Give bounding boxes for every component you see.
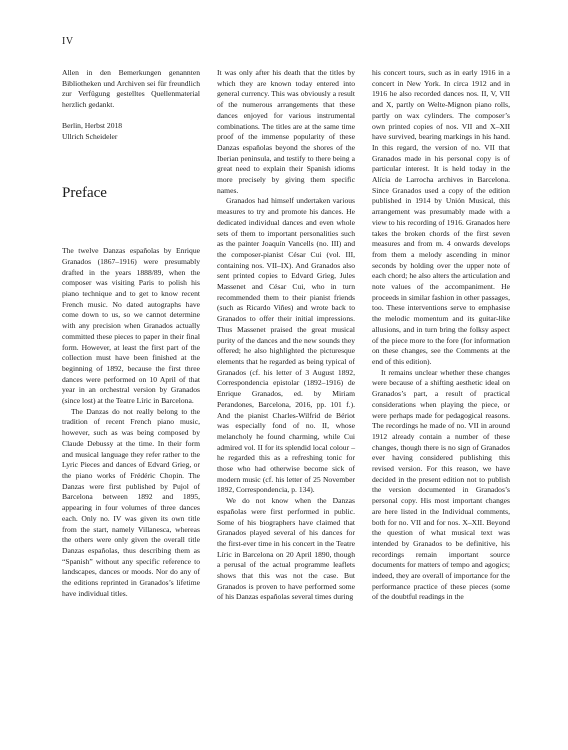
column-2: [217, 68, 355, 603]
paragraph: Granados had himself undertaken various measures to try and promote his dances. He dedicated individual dances and even whole sets of them to important personalities such as the painter Joaquín Vancells (no. III) and the composer-pianist César Cui (vol. III, containing nos. VII–IX). And Granados also sent printed copies to Edvard Grieg, Jules Massenet and César Cui, who in turn recommended them to their pianist friends (such as Ricardo Viñes) and wrote back to Granados to offer their initial impressions. Thus Massenet praised the great musical purity of the dances and the new sounds they offered; he also highlighted the picturesque elements that he regarded as being typical of Granados (cf. his letter of 3 August 1892, Correspondencia epistolar (1892–1916) de Enrique Granados, ed. by Miriam Perandones, Barcelona, 2016, pp. 101 f.). And the pianist Charles-Wilfrid de Bériot was especially fond of no. II, whose melancholy he found charming, while Cui admired vol. II for its splendid local colour – he regarded this as a refreshing tonic for those who had otherwise become sick of modern music (cf. his letter of 25 November 1892, Correspondencia, p. 134).: [217, 196, 355, 495]
paragraph: It was only after his death that the titles by which they are known today entered into general currency. This was obviously a result of the numerous arrangements that these dances enjoyed for various instrumental combinations. The titles are at the same time proof of the immense popularity of these Danzas españolas beyond the shores of the Iberian peninsula, and testify to there being a great need to explain their Spanish idioms more precisely by giving them specific names.: [217, 68, 355, 195]
section-heading: Preface: [62, 185, 107, 202]
page-number: IV: [62, 36, 74, 47]
signoff-name: Ullrich Scheideler: [62, 131, 118, 141]
paragraph: The twelve Danzas españolas by Enrique Granados (1867–1916) were presumably drafted in the years 1888/89, when the composer was visiting Paris to polish his piano technique and to get to know recent French music. No dated autographs have come down to us, so we cannot determine with any precision when Granados actually committed these pieces to paper in their final form. However, at least the first part of the collection must have been finished at the beginning of 1892, because the first three dances were performed on 10 April of that year in an orchestral version by Granados (since lost) at the Teatre Líric in Barcelona.: [62, 246, 200, 406]
paragraph: The Danzas do not really belong to the tradition of recent French piano music, however, such as was being composed by Claude Debussy at the time. In their form and musical language they refer rather to the Lyric Pieces and dances of Edvard Grieg, or the piano works of Frédéric Chopin. The Danzas were first published by Pujol of Barcelona between 1892 and 1895, appearing in four volumes of three dances each. Only no. IV was given its own title from the start, namely Villanesca, whereas the others were only given the overall title Danzas españolas, thus describing them as “Spanish” without any specific reference to landscapes, dances or moods. Nor do any of the editions reprinted in Granados’s lifetime have individual titles.: [62, 406, 200, 598]
signoff-place-date: Berlin, Herbst 2018: [62, 120, 123, 130]
paragraph: It remains unclear whether these changes were because of a shifting aesthetic ideal on Granados’s part, a result of practical considerations when playing the piece, or were perhaps made for pedagogical reasons. The recordings he made of no. VII in around 1912 already contain a number of these changes, though there is no sign of Granados ever having considered publishing this revised version. For this reason, we have decided in the present edition not to publish the version documented in Granados’s personal copy. His most important changes are here listed in the Individual comments, both for no. VII and for nos. X–XII. Beyond the question of what musical text was intended by Granados to be definitive, his recordings remain important source documents for matters of tempo and agogics; indeed, they are overall of importance for the performance practice of these pieces (some of the doubtful readings in the: [372, 367, 510, 602]
acknowledgement-text: Allen in den Bemerkungen genannten Bibliotheken und Archiven sei für freundlich zur Verfügung gestelltes Quellenmaterial herzlich gedankt.: [62, 68, 200, 110]
paragraph: his concert tours, such as in early 1916 in a concert in New York. In circa 1912 and in 1916 he also recorded dances nos. II, V, VII and X, partly on Welte-Mignon piano rolls, partly on wax cylinders. The composer’s own printed copies of nos. VII and X–XII have survived, bearing markings in his hand. In this regard, the version of no. VII that Granados made in his personal copy is of particular interest. It is held today in the Alícia de Larrocha archives in Barcelona. Since Granados used a copy of the edition published in 1914 by Unión Musical, this arrangement was presumably made with a view to his recording of 1916. Granados here takes the broken chords of the first seven measures and from m. 4 onwards develops from them a melody ascending in minor seconds by holding over the upper note of each chord; he also alters the articulation and note values of the accompaniment. He proceeds in similar fashion in other passages, too. These interventions serve to emphasise the melodic momentum and its guitar-like allusions, and in turn bring the folksy aspect of the piece more to the fore (for information on these changes, see the Comments at the end of this edition).: [372, 68, 510, 366]
column-3: [372, 68, 510, 603]
column-1: [62, 68, 200, 599]
paragraph: We do not know when the Danzas españolas were first performed in public. Some of his biographers have claimed that Granados played several of his dances for the first-ever time in his concert in the Teatre Líric in Barcelona on 20 April 1890, though a perusal of the actual programme leaflets shows that this was not the case. But Granados is proven to have performed some of his Danzas españolas several times during: [217, 496, 355, 602]
